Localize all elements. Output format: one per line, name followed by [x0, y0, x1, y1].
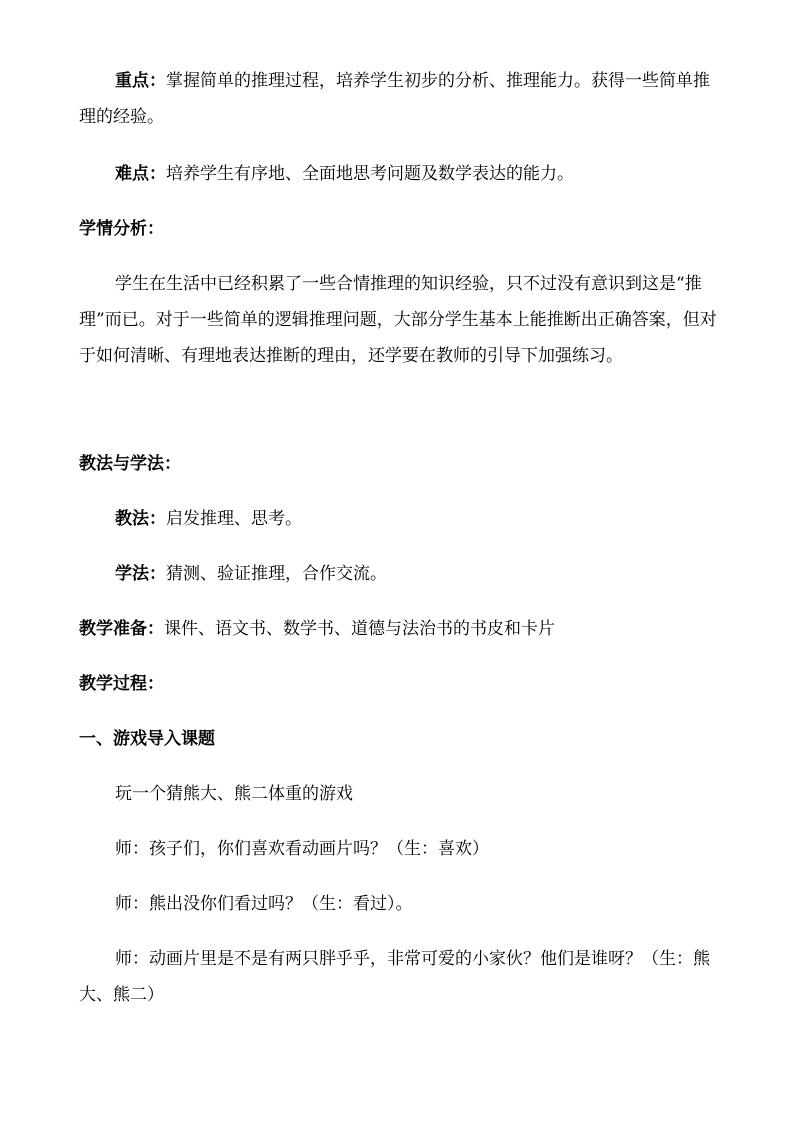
dialogue-line: 师：熊出没你们看过吗？（生：看过）。	[115, 894, 413, 914]
key-point-paragraph	[79, 63, 719, 135]
learning-method-label: 学法：	[115, 564, 166, 584]
teaching-method-label: 教法：	[115, 509, 166, 529]
preparation-text: 课件、语文书、数学书、道德与法治书的书皮和卡片	[164, 619, 555, 639]
section-one-heading: 一、游戏导入课题	[79, 729, 215, 749]
learning-method-text: 猜测、验证推理，合作交流。	[166, 564, 387, 584]
teaching-method-text: 启发推理、思考。	[166, 509, 302, 529]
difficulty-text: 培养学生有序地、全面地思考问题及数学表达的能力。	[166, 164, 574, 184]
dialogue-line: 师：动画片里是不是有两只胖乎乎，非常可爱的小家伙？他们是谁呀？（生：熊大、熊二）	[79, 949, 710, 1005]
difficulty-label: 难点：	[115, 164, 166, 184]
learner-analysis-text: 学生在生活中已经积累了一些合情推理的知识经验，只不过没有意识到这是“推理”而已。对于一些简单的逻辑推理问题，大部分学生基本上能推断出正确答案，但对于如何清晰、有理地表达推断的理由，还学要在教师的引导下加强练习。	[79, 274, 717, 366]
learner-analysis-heading: 学情分析：	[79, 219, 164, 239]
key-point-text: 掌握简单的推理过程，培养学生初步的分析、推理能力。获得一些简单推理的经验。	[79, 71, 710, 127]
process-heading: 教学过程：	[79, 674, 164, 694]
key-point-label: 重点：	[115, 71, 166, 91]
preparation-label: 教学准备：	[79, 619, 164, 639]
dialogue-line: 师：孩子们，你们喜欢看动画片吗？（生：喜欢）	[115, 839, 489, 859]
preparation-paragraph	[79, 611, 719, 647]
learning-method-paragraph	[79, 556, 719, 592]
difficulty-paragraph	[79, 156, 719, 192]
methods-heading: 教法与学法：	[79, 454, 181, 474]
teaching-method-paragraph	[79, 501, 719, 537]
activity-line: 玩一个猜熊大、熊二体重的游戏	[115, 784, 353, 804]
